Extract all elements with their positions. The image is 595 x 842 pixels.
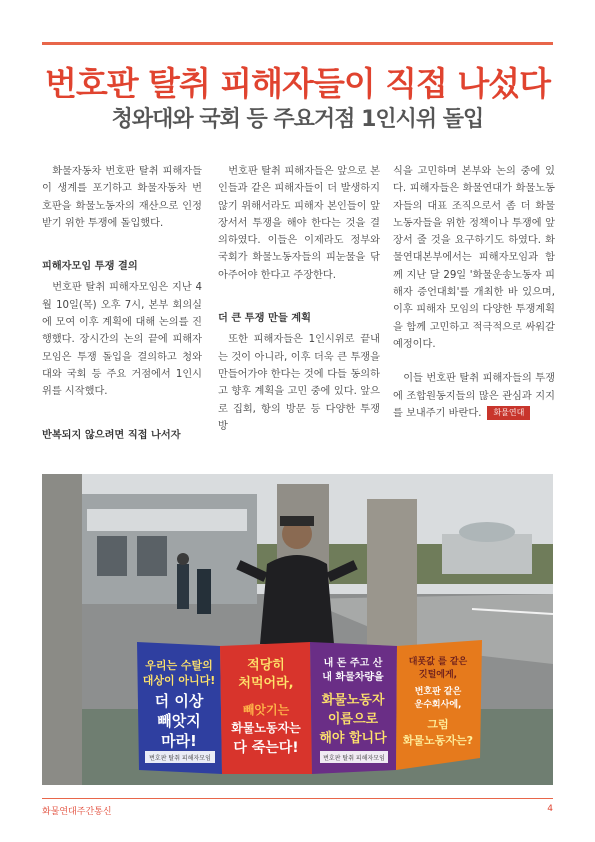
paragraph: 번호판 탈취 피해자모임은 지난 4월 10일(목) 오후 7시, 본부 회의실에 모여 이후 계획에 대해 논의를 진행했다. 장시간의 논의 끝에 피해자모임은 투쟁 돌입을 결의하고 청와대와 국회 등 주요 거점에서 1인시위를 시작했다. (42, 282, 202, 398)
section-heading: 더 큰 투쟁 만들 계획 (218, 313, 311, 325)
column-3 (393, 163, 555, 422)
sign-4-line: 화물노동자는? (402, 734, 474, 747)
page-number: 4 (547, 804, 553, 814)
sign-3-line: 화물노동자 (321, 693, 385, 708)
sign-3-line: 내 화물차량을 (322, 672, 384, 683)
paragraph (393, 370, 555, 422)
signature-badge: 화물연대 (487, 406, 530, 420)
sign-4-line: 번호판 같은 (414, 687, 462, 697)
section-heading: 반복되지 않으려면 직접 나서자 (42, 429, 181, 441)
sign-2-line: 다 죽는다! (233, 740, 299, 756)
sign-4-line: 대폿값 를 같은 (408, 657, 468, 667)
sign-2-line: 빼앗기는 (242, 703, 290, 717)
section-heading: 피해자모임 투쟁 결의 (42, 261, 138, 273)
sign-1-line: 우리는 수탈의 (145, 659, 213, 672)
sign-2-line: 처먹어라, (238, 676, 294, 691)
sign-3-line: 해야 합니다 (319, 731, 387, 746)
top-rule (42, 42, 553, 45)
sign-1-footer: 번호판 탈취 피해자모임 (149, 755, 211, 762)
column-2 (218, 163, 380, 435)
sign-3-line: 이름으로 (327, 712, 379, 727)
column-1 (42, 163, 202, 448)
sign-4-line: 깃털에게, (418, 670, 458, 680)
sign-2-line: 적당히 (247, 658, 285, 673)
sign-3-footer: 번호판 탈취 피해자모임 (323, 755, 385, 762)
paragraph: 식을 고민하며 본부와 논의 중에 있다. 피해자들은 화물연대가 화물노동자들의 대표 조직으로서 좀 더 화물노동자들을 위한 정책이나 투쟁에 앞장서 줄 것을 요구하기도 하였다. 화물연대본부에서는 피해자모임과 함께 지난 달 29일 '화물운송노동자 피해자 증언대회'를 개최한 바 있으며, 이후 피해자 모임의 다양한 투쟁계획을 함께 고민하고 적극적으로 싸워갈 예정이다. (393, 166, 555, 350)
paragraph: 또한 피해자들은 1인시위로 끝내는 것이 아니라, 이후 더욱 큰 투쟁을 만들어가야 한다는 것에 다들 동의하고 향후 계획을 고민 중에 있다. 앞으로 집회, 항의 방문 등 다양한 투쟁 방 (218, 334, 380, 432)
paragraph: 화물자동차 번호판 탈취 피해자들이 생계를 포기하고 화물자동차 번호판을 화물노동자의 재산으로 인정받기 위한 투쟁에 돌입했다. (42, 166, 202, 229)
footer-rule (42, 798, 553, 799)
sign-1-line: 대상이 아니다! (142, 674, 216, 687)
sign-2-line: 화물노동자는 (231, 721, 301, 735)
page-title: 번호판 탈취 피해자들이 직접 나섰다 (44, 64, 551, 103)
paragraph: 번호판 탈취 피해자들은 앞으로 본인들과 같은 피해자들이 더 발생하지 않기 위해서라도 피해자 본인들이 앞장서서 투쟁을 해야 한다는 것을 결의하였다. 이들은 이제라도 정부와 국회가 화물노동자들의 피눈물을 닦아주어야 한다고 주장한다. (218, 166, 380, 281)
page-subtitle: 청와대와 국회 등 주요거점 1인시위 돌입 (111, 107, 484, 132)
protest-photo (42, 474, 553, 785)
sign-3-line: 내 돈 주고 산 (323, 658, 383, 669)
sign-1-line: 마라! (161, 732, 197, 750)
sign-1-line: 더 이상 (154, 692, 204, 710)
sign-1-line: 빼앗지 (157, 712, 201, 730)
sign-4-line: 운수회사에, (414, 700, 462, 710)
sign-4-line: 그럼 (427, 718, 449, 731)
footer-publication: 화물연대주간통신 (42, 807, 112, 817)
paragraph-text: 이들 번호판 탈취 피해자들의 투쟁에 조합원동지들의 많은 관심과 지지를 보내주기 바란다. (393, 373, 555, 419)
photo-illustration (42, 474, 553, 785)
